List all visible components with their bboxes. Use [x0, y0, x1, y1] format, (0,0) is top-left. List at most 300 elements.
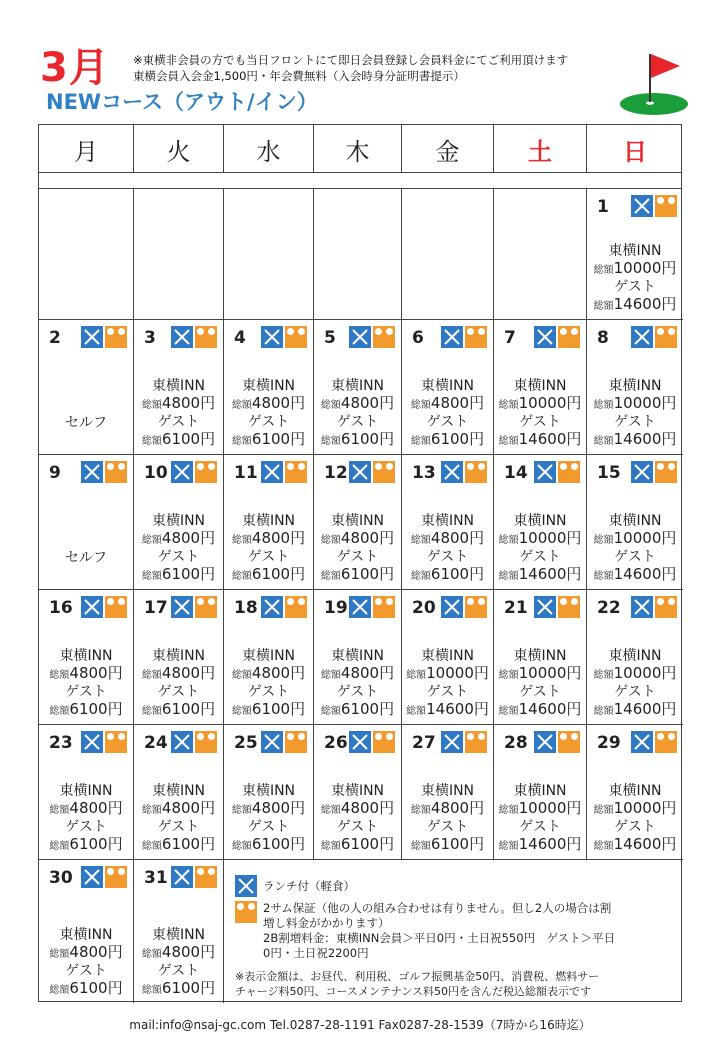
member-label: 東横INN	[59, 927, 113, 943]
fork-knife-icon	[631, 461, 653, 483]
member-label: 東横INN	[151, 783, 206, 799]
member-price	[224, 395, 313, 414]
fork-knife-icon	[171, 866, 193, 888]
guest-price-value: 6100円	[161, 430, 216, 448]
two-some-guarantee-icon	[655, 326, 677, 348]
guest-label: ゲスト	[157, 684, 200, 700]
price-block	[39, 927, 133, 999]
guest-label: ゲスト	[157, 414, 200, 430]
day-number: 30	[49, 868, 73, 888]
guest-label: ゲスト	[519, 819, 561, 835]
member-label: 東横INN	[241, 783, 296, 799]
price-prefix: 総額	[231, 400, 252, 411]
two-some-guarantee-icon	[373, 461, 395, 483]
price-block	[134, 927, 223, 999]
member-label: 東横INN	[513, 513, 567, 529]
day-number: 15	[597, 463, 621, 483]
price-block	[314, 783, 401, 855]
two-some-guarantee-icon	[195, 866, 217, 888]
price-prefix: 総額	[49, 841, 70, 852]
calendar-cell	[314, 455, 402, 590]
day-number: 23	[49, 733, 73, 753]
price-block	[402, 378, 493, 450]
price-block	[587, 513, 683, 585]
weekday-1: 火	[134, 125, 224, 173]
guest-price	[402, 701, 493, 720]
cell-icons	[171, 731, 217, 753]
guest-price	[224, 431, 313, 450]
member-price-value: 10000円	[613, 799, 677, 817]
month-title: 3月	[40, 45, 110, 91]
guest-price	[134, 980, 223, 999]
member-price-value: 4800円	[251, 529, 306, 547]
member-price-value: 4800円	[340, 394, 395, 412]
two-some-guarantee-icon	[285, 596, 307, 618]
fork-knife-icon	[534, 596, 556, 618]
two-some-guarantee-icon	[558, 326, 580, 348]
member-price	[224, 530, 313, 549]
guest-label: ゲスト	[519, 414, 561, 430]
calendar-cell	[39, 590, 134, 725]
guest-price	[314, 431, 401, 450]
legend-guarantee-text	[263, 901, 615, 961]
guest-price-value: 14600円	[613, 295, 677, 313]
guest-price-value: 6100円	[69, 700, 123, 718]
fork-knife-icon	[235, 875, 257, 897]
member-price	[494, 395, 586, 414]
two-some-guarantee-icon	[373, 326, 395, 348]
guest-price-value: 6100円	[251, 565, 306, 583]
day-number: 24	[144, 733, 168, 753]
calendar-cell	[402, 725, 494, 860]
member-price	[314, 800, 401, 819]
guest-label: ゲスト	[426, 684, 469, 700]
member-price	[224, 665, 313, 684]
price-prefix: 総額	[231, 535, 252, 546]
guest-price	[134, 566, 223, 585]
member-price-value: 4800円	[251, 799, 306, 817]
price-prefix: 総額	[141, 535, 162, 546]
price-prefix: 総額	[498, 670, 519, 681]
member-label: 東横INN	[241, 378, 296, 394]
member-label: 東横INN	[151, 648, 206, 664]
day-number: 6	[412, 328, 424, 348]
member-label: 東横INN	[151, 513, 206, 529]
legend-lunch-text: ランチ付（軽食）	[263, 879, 355, 893]
member-label: 東横INN	[608, 513, 662, 529]
weekday-4: 金	[402, 125, 494, 173]
guest-price	[402, 431, 493, 450]
calendar-cell	[494, 725, 587, 860]
weekday-0: 月	[39, 125, 134, 173]
price-block	[314, 648, 401, 720]
day-number: 13	[412, 463, 436, 483]
member-label: 東横INN	[420, 648, 475, 664]
price-prefix: 総額	[141, 436, 162, 447]
price-prefix: 総額	[410, 400, 431, 411]
guest-price-value: 6100円	[430, 835, 485, 853]
guest-label: ゲスト	[247, 549, 290, 565]
fork-knife-icon	[534, 731, 556, 753]
day-number: 5	[324, 328, 336, 348]
price-prefix: 総額	[498, 535, 519, 546]
fork-knife-icon	[261, 596, 283, 618]
member-label: 東横INN	[513, 378, 567, 394]
guest-label: ゲスト	[157, 819, 200, 835]
fork-knife-icon	[441, 326, 463, 348]
guest-price-value: 14600円	[613, 430, 677, 448]
two-some-guarantee-icon	[465, 731, 487, 753]
calendar-cell	[314, 189, 402, 320]
cell-icons	[261, 596, 307, 618]
notice-line-1: ※東横非会員の方でも当日フロントにて即日会員登録し会員料金にてご利用頂けます	[133, 53, 569, 67]
price-block	[39, 648, 133, 720]
member-price-value: 10000円	[613, 529, 677, 547]
member-price-value: 4800円	[430, 394, 485, 412]
guest-price	[402, 836, 493, 855]
price-prefix: 総額	[49, 949, 70, 960]
guest-label: ゲスト	[65, 819, 107, 835]
day-number: 18	[234, 598, 258, 618]
two-some-guarantee-icon	[655, 461, 677, 483]
member-price	[39, 665, 133, 684]
legend-lunch	[235, 875, 355, 897]
guest-label: ゲスト	[614, 279, 656, 295]
guest-label: ゲスト	[247, 414, 290, 430]
fork-knife-icon	[81, 866, 103, 888]
price-block	[224, 648, 313, 720]
price-prefix: 総額	[498, 841, 519, 852]
guest-price-value: 6100円	[251, 430, 306, 448]
guest-label: ゲスト	[336, 819, 379, 835]
price-prefix: 総額	[498, 706, 519, 717]
guest-price	[224, 836, 313, 855]
weekday-3: 木	[314, 125, 402, 173]
calendar-cell	[314, 320, 402, 455]
fork-knife-icon	[261, 461, 283, 483]
guest-price-value: 6100円	[340, 430, 395, 448]
cell-icons	[171, 326, 217, 348]
two-some-guarantee-icon	[558, 461, 580, 483]
member-price-value: 10000円	[613, 259, 677, 277]
price-prefix: 総額	[231, 706, 252, 717]
price-prefix: 総額	[410, 571, 431, 582]
price-prefix: 総額	[49, 805, 70, 816]
weekday-header	[39, 125, 681, 173]
fork-knife-icon	[81, 731, 103, 753]
surcharge-line-2: 0円・土日祝2200円	[263, 946, 369, 960]
two-some-guarantee-icon	[655, 596, 677, 618]
fork-knife-icon	[441, 596, 463, 618]
price-prefix: 総額	[141, 985, 162, 996]
guest-price	[587, 701, 683, 720]
member-price-value: 4800円	[430, 799, 485, 817]
fork-knife-icon	[349, 326, 371, 348]
price-prefix: 総額	[593, 265, 614, 276]
price-prefix: 総額	[498, 571, 519, 582]
calendar-cell	[494, 590, 587, 725]
member-price-value: 10000円	[518, 394, 582, 412]
price-prefix: 総額	[141, 670, 162, 681]
guest-price-value: 6100円	[340, 565, 395, 583]
day-number: 19	[324, 598, 348, 618]
guest-label: ゲスト	[157, 963, 200, 979]
member-price-value: 4800円	[161, 664, 216, 682]
cell-icons	[441, 731, 487, 753]
price-block	[224, 378, 313, 450]
member-label: 東横INN	[608, 783, 662, 799]
guest-price-value: 6100円	[161, 700, 216, 718]
price-prefix: 総額	[141, 571, 162, 582]
legend-note	[235, 969, 675, 999]
member-label: 東横INN	[330, 513, 385, 529]
price-block	[134, 783, 223, 855]
calendar-cell	[587, 590, 683, 725]
guest-label: ゲスト	[519, 684, 561, 700]
guest-price	[224, 566, 313, 585]
cell-icons	[171, 596, 217, 618]
day-number: 10	[144, 463, 168, 483]
golf-flag-icon	[618, 48, 690, 116]
price-prefix: 総額	[410, 535, 431, 546]
member-label: 東横INN	[513, 783, 567, 799]
calendar-cell	[134, 189, 224, 320]
two-some-guarantee-icon	[285, 731, 307, 753]
guest-price-value: 14600円	[613, 700, 677, 718]
calendar-cell	[587, 320, 683, 455]
fork-knife-icon	[349, 596, 371, 618]
member-price	[314, 530, 401, 549]
member-price-value: 10000円	[613, 394, 677, 412]
cell-icons	[261, 461, 307, 483]
fork-knife-icon	[631, 596, 653, 618]
day-number: 20	[412, 598, 436, 618]
cell-icons	[261, 731, 307, 753]
guest-price-value: 14600円	[426, 700, 489, 718]
guest-price-value: 6100円	[69, 979, 123, 997]
fork-knife-icon	[441, 461, 463, 483]
fork-knife-icon	[534, 461, 556, 483]
guest-label: ゲスト	[65, 963, 107, 979]
day-number: 27	[412, 733, 436, 753]
member-price	[134, 665, 223, 684]
two-some-guarantee-icon	[465, 596, 487, 618]
guest-price	[587, 431, 683, 450]
cell-icons	[81, 866, 127, 888]
member-price	[402, 395, 493, 414]
price-block	[402, 648, 493, 720]
price-block	[134, 513, 223, 585]
guest-price-value: 14600円	[613, 835, 677, 853]
price-block	[39, 783, 133, 855]
guest-price	[134, 701, 223, 720]
guest-price	[494, 566, 586, 585]
guest-label: ゲスト	[336, 684, 379, 700]
calendar-cell	[134, 455, 224, 590]
member-price	[587, 800, 683, 819]
price-block	[494, 783, 586, 855]
price-block	[402, 513, 493, 585]
guest-price-value: 6100円	[430, 565, 485, 583]
guest-price-value: 6100円	[161, 565, 216, 583]
price-block	[587, 378, 683, 450]
guest-price-value: 6100円	[161, 979, 216, 997]
member-price	[314, 665, 401, 684]
price-block	[494, 648, 586, 720]
two-some-guarantee-icon	[105, 731, 127, 753]
footer-contact: mail:info@nsaj-gc.com Tel.0287-28-1191 Fax0287-28-1539（7時から16時迄）	[129, 1018, 591, 1032]
guarantee-line-2: 増し料金がかかります）	[263, 916, 390, 930]
cell-icons	[534, 461, 580, 483]
member-price-value: 10000円	[518, 529, 582, 547]
calendar-cell	[134, 590, 224, 725]
price-block	[587, 243, 683, 315]
guest-price-value: 6100円	[430, 430, 485, 448]
price-prefix: 総額	[498, 805, 519, 816]
calendar-cell	[587, 455, 683, 590]
price-block	[587, 783, 683, 855]
price-block	[494, 513, 586, 585]
guest-price-value: 6100円	[340, 835, 395, 853]
calendar-cell	[402, 590, 494, 725]
member-label: 東横INN	[330, 378, 385, 394]
guest-price-value: 14600円	[518, 565, 582, 583]
self-label: セルフ	[65, 550, 107, 566]
two-some-guarantee-icon	[195, 596, 217, 618]
price-prefix: 総額	[49, 670, 70, 681]
guest-label: ゲスト	[336, 549, 379, 565]
member-label: 東横INN	[241, 648, 296, 664]
guest-price-value: 14600円	[518, 700, 582, 718]
price-prefix: 総額	[231, 805, 252, 816]
two-some-guarantee-icon	[285, 461, 307, 483]
guest-price-value: 6100円	[251, 700, 306, 718]
fork-knife-icon	[631, 326, 653, 348]
price-prefix: 総額	[593, 400, 614, 411]
member-label: 東横INN	[330, 783, 385, 799]
price-block	[587, 648, 683, 720]
guest-price-value: 6100円	[251, 835, 306, 853]
day-number: 21	[504, 598, 528, 618]
cell-icons	[631, 195, 677, 217]
calendar-cell	[134, 320, 224, 455]
price-prefix: 総額	[593, 706, 614, 717]
note-line-1: ※表示金額は、お昼代、利用税、ゴルフ振興基金50円、消費税、燃料サー	[235, 970, 600, 983]
price-prefix: 総額	[593, 670, 614, 681]
member-label: 東横INN	[608, 648, 662, 664]
member-price-value: 4800円	[340, 529, 395, 547]
day-number: 31	[144, 868, 168, 888]
guest-price	[39, 701, 133, 720]
cell-icons	[349, 326, 395, 348]
guest-price	[587, 566, 683, 585]
member-label: 東横INN	[420, 378, 475, 394]
two-some-guarantee-icon	[105, 596, 127, 618]
price-block	[134, 648, 223, 720]
price-prefix: 総額	[49, 706, 70, 717]
member-price	[314, 395, 401, 414]
calendar-cell	[134, 860, 224, 1003]
calendar-grid	[38, 124, 682, 1002]
guest-price	[494, 701, 586, 720]
member-price-value: 10000円	[518, 664, 582, 682]
price-prefix: 総額	[231, 436, 252, 447]
fork-knife-icon	[171, 326, 193, 348]
guest-price	[402, 566, 493, 585]
guest-label: ゲスト	[614, 819, 656, 835]
calendar-cell	[224, 455, 314, 590]
price-block	[134, 378, 223, 450]
day-number: 11	[234, 463, 258, 483]
fork-knife-icon	[441, 731, 463, 753]
two-some-guarantee-icon	[465, 326, 487, 348]
note-line-2: チャージ料50円、コースメンテナンス料50円を含んだ税込総額表示です	[235, 985, 592, 998]
calendar-cell	[402, 455, 494, 590]
cell-icons	[534, 596, 580, 618]
calendar-cell	[224, 189, 314, 320]
two-some-guarantee-icon	[105, 866, 127, 888]
price-prefix: 総額	[593, 436, 614, 447]
member-label: 東横INN	[608, 243, 662, 259]
guest-price	[587, 296, 683, 315]
guest-price	[134, 836, 223, 855]
member-price	[224, 800, 313, 819]
calendar-cell	[314, 590, 402, 725]
legend-guarantee	[235, 901, 615, 961]
day-number: 4	[234, 328, 246, 348]
two-some-guarantee-icon	[373, 731, 395, 753]
price-prefix: 総額	[410, 805, 431, 816]
guest-price-value: 14600円	[518, 430, 582, 448]
price-prefix: 総額	[320, 670, 341, 681]
day-number: 3	[144, 328, 156, 348]
weekday-6: 日	[623, 137, 647, 166]
guest-price	[314, 701, 401, 720]
guarantee-line-1: 2サム保証（他の人の組み合わせは有りません。但し2人の場合は割	[263, 901, 612, 915]
price-prefix: 総額	[320, 706, 341, 717]
price-block	[224, 513, 313, 585]
cell-icons	[171, 461, 217, 483]
calendar-cell	[402, 189, 494, 320]
member-price-value: 4800円	[161, 943, 216, 961]
day-number: 8	[597, 328, 609, 348]
price-prefix: 総額	[410, 436, 431, 447]
cell-icons	[349, 461, 395, 483]
fork-knife-icon	[631, 195, 653, 217]
guest-price-value: 6100円	[340, 700, 395, 718]
cell-icons	[261, 326, 307, 348]
day-number: 14	[504, 463, 528, 483]
price-block	[314, 378, 401, 450]
member-price	[587, 260, 683, 279]
price-prefix: 総額	[231, 670, 252, 681]
price-prefix: 総額	[593, 535, 614, 546]
member-label: 東横INN	[151, 927, 206, 943]
calendar-cell	[587, 189, 683, 320]
two-some-guarantee-icon	[655, 195, 677, 217]
cell-icons	[81, 461, 127, 483]
price-prefix: 総額	[320, 535, 341, 546]
price-prefix: 総額	[498, 436, 519, 447]
cell-icons	[171, 866, 217, 888]
two-some-guarantee-icon	[373, 596, 395, 618]
member-label: 東横INN	[608, 378, 662, 394]
member-price-value: 4800円	[161, 529, 216, 547]
cell-icons	[81, 731, 127, 753]
calendar-cell	[39, 320, 134, 455]
member-price-value: 4800円	[161, 394, 216, 412]
two-some-guarantee-icon	[105, 461, 127, 483]
